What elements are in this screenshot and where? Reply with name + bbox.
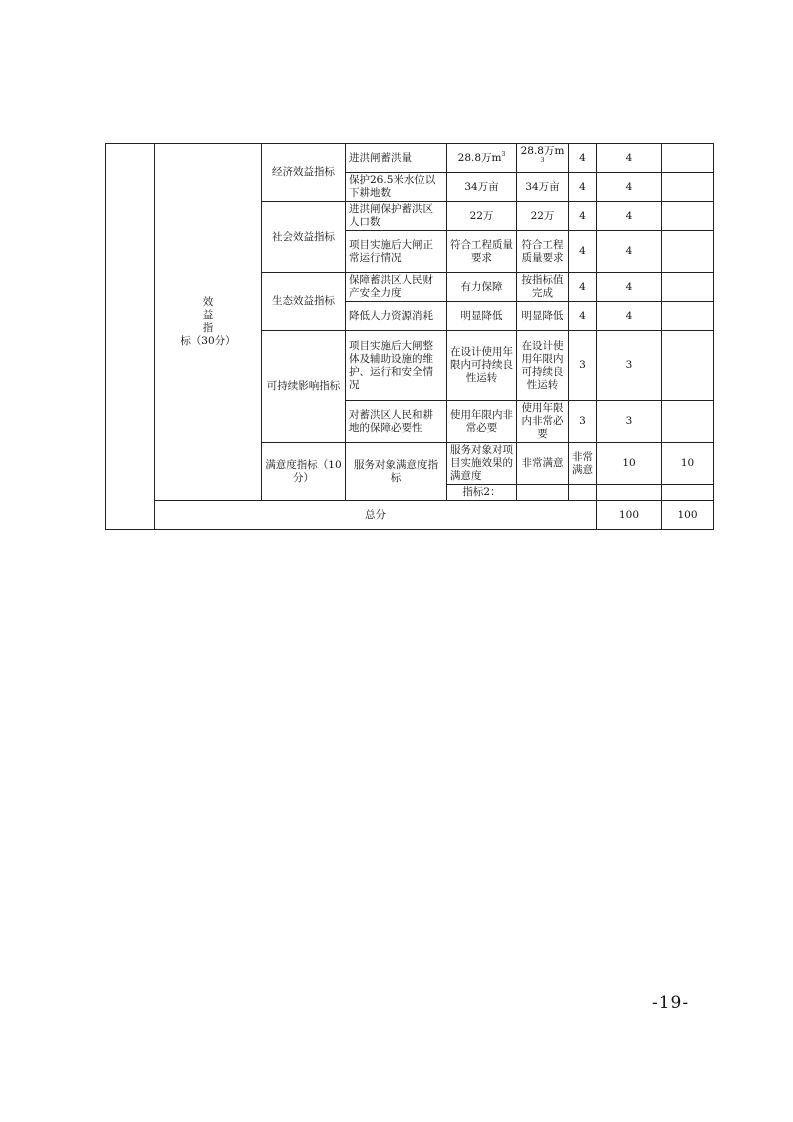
target-cell	[517, 485, 569, 501]
actual-cell	[569, 485, 597, 501]
indicator-cell: 保障蓄洪区人民财产安全力度	[346, 273, 447, 302]
group-name-cell: 生态效益指标	[262, 273, 346, 331]
benefit-category-cell: 效 益 指 标（30分）	[155, 144, 262, 501]
score-cell: 4	[597, 173, 662, 202]
indicator-cell: 服务对象对项目实施效果的满意度	[447, 443, 517, 485]
actual-cell: 34万亩	[517, 173, 569, 202]
weight-cell: 4	[569, 302, 597, 331]
weight-cell: 4	[569, 173, 597, 202]
score-cell: 3	[597, 331, 662, 401]
target-cell: 明显降低	[447, 302, 517, 331]
target-cell: 34万亩	[447, 173, 517, 202]
weight-cell: 4	[569, 231, 597, 273]
group-name-cell: 社会效益指标	[262, 202, 346, 273]
indicator-cell: 项目实施后大闸整体及辅助设施的维护、运行和安全情况	[346, 331, 447, 401]
actual-cell: 非常满意	[569, 443, 597, 485]
target-cell: 28.8万$m^3$	[447, 144, 517, 173]
note-cell	[662, 302, 714, 331]
weight-cell: 3	[569, 401, 597, 443]
weight-cell: 4	[569, 202, 597, 231]
group-name-cell: 可持续影响指标	[262, 331, 346, 443]
score-cell: 4	[597, 231, 662, 273]
weight-cell	[597, 485, 662, 501]
actual-cell: 使用年限内非常必要	[517, 401, 569, 443]
indicator-cell: 进洪闸保护蓄洪区人口数	[346, 202, 447, 231]
table-row	[106, 144, 714, 173]
total-label-cell: 总分	[155, 501, 597, 530]
note-cell	[662, 273, 714, 302]
score-cell: 4	[597, 302, 662, 331]
total-weight-cell: 100	[597, 501, 662, 530]
performance-table	[105, 143, 714, 530]
indicator-cell: 指标2：	[447, 485, 517, 501]
satisfaction-category-cell: 满意度指标（10分）	[262, 443, 346, 501]
note-cell	[662, 231, 714, 273]
page-number: -19-	[652, 993, 690, 1013]
score-cell	[662, 485, 714, 501]
score-cell: 4	[597, 273, 662, 302]
score-cell: 4	[597, 202, 662, 231]
weight-cell: 4	[569, 144, 597, 173]
indicator-cell: 项目实施后大闸正常运行情况	[346, 231, 447, 273]
group-name-cell: 经济效益指标	[262, 144, 346, 202]
level1-blank-cell	[106, 144, 155, 530]
indicator-cell: 进洪闸蓄洪量	[346, 144, 447, 173]
actual-cell: 在设计使用年限内可持续良性运转	[517, 331, 569, 401]
actual-cell: 符合工程质量要求	[517, 231, 569, 273]
score-cell: 4	[597, 144, 662, 173]
indicator-cell: 对蓄洪区人民和耕地的保障必要性	[346, 401, 447, 443]
note-cell	[662, 202, 714, 231]
indicator-cell: 降低人力资源消耗	[346, 302, 447, 331]
weight-cell: 10	[597, 443, 662, 485]
note-cell	[662, 331, 714, 401]
actual-cell: 按指标值完成	[517, 273, 569, 302]
target-cell: 在设计使用年限内可持续良性运转	[447, 331, 517, 401]
target-cell: 有力保障	[447, 273, 517, 302]
total-score-cell: 100	[662, 501, 714, 530]
note-cell	[662, 173, 714, 202]
note-cell	[662, 144, 714, 173]
weight-cell: 4	[569, 273, 597, 302]
target-cell: 使用年限内非常必要	[447, 401, 517, 443]
actual-cell: 22万	[517, 202, 569, 231]
weight-cell: 3	[569, 331, 597, 401]
indicator-cell: 保护26.5米水位以下耕地数	[346, 173, 447, 202]
actual-cell: 明显降低	[517, 302, 569, 331]
target-cell: 符合工程质量要求	[447, 231, 517, 273]
target-cell: 非常满意	[517, 443, 569, 485]
target-cell: 22万	[447, 202, 517, 231]
score-cell: 3	[597, 401, 662, 443]
score-cell: 10	[662, 443, 714, 485]
total-row	[106, 501, 714, 530]
actual-cell: 28.8万$m^3$	[517, 144, 569, 173]
note-cell	[662, 401, 714, 443]
group-name-cell: 服务对象满意度指标	[346, 443, 447, 501]
